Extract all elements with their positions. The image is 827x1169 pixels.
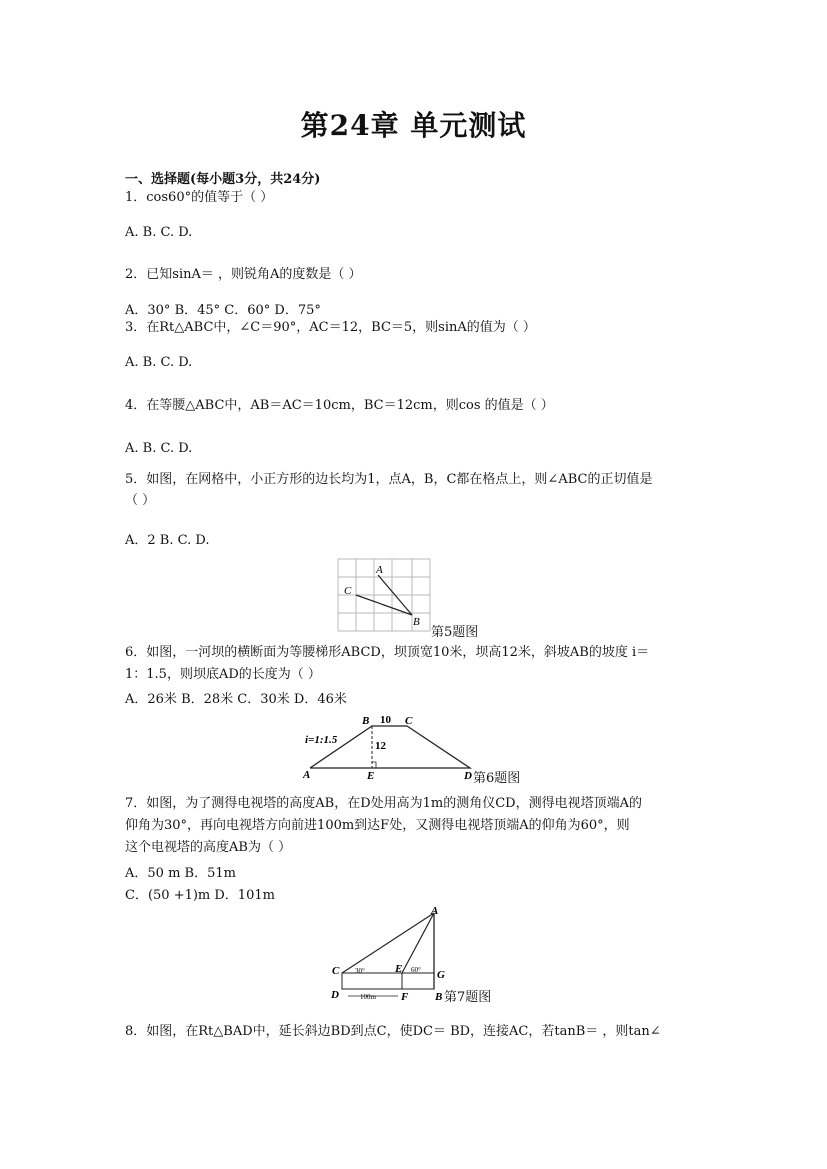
- point-d-label: D: [464, 770, 472, 782]
- top-width-label: 10: [380, 714, 391, 726]
- figure-6-caption: 第6题图: [473, 771, 521, 786]
- question-2-stem: 2．已知sinA＝ ，则锐角A的度数是（ ）: [125, 267, 362, 282]
- angle-30-label: 30°: [355, 967, 365, 975]
- point-e-label: E: [395, 963, 403, 975]
- right-angle-mark: [372, 762, 376, 768]
- section-heading: 一、选择题(每小题3分，共24分): [125, 172, 321, 187]
- point-b-label: B: [413, 616, 420, 628]
- point-e-label: E: [367, 770, 375, 782]
- point-b-label: B: [435, 991, 443, 1003]
- question-1-stem: 1．cos60°的值等于（ ）: [125, 190, 274, 205]
- trapezoid-abcd: [310, 726, 470, 768]
- distance-label: 100m: [360, 993, 376, 1001]
- question-2-options: A．30° B．45° C．60° D．75°: [125, 303, 321, 318]
- question-7-stem-line2: 仰角为30°，再向电视塔方向前进100m到达F处，又测得电视塔顶端A的仰角为60°，则: [125, 818, 630, 833]
- point-a-label: A: [431, 905, 439, 917]
- slope-label: i=1:1.5: [305, 734, 338, 746]
- sight-line-ea: [402, 913, 434, 973]
- height-label: 12: [375, 740, 386, 752]
- point-b-label: B: [362, 715, 370, 727]
- ground-rect: [342, 973, 434, 989]
- question-4-stem: 4．在等腰△ABC中，AB＝AC＝10cm，BC＝12cm，则cos 的值是（ ）: [125, 398, 554, 413]
- question-3-stem: 3．在Rt△ABC中，∠C＝90°，AC＝12，BC＝5，则sinA的值为（ ）: [125, 320, 536, 335]
- question-6-stem-line2: 1：1.5，则坝底AD的长度为（ ）: [125, 667, 321, 682]
- figure-7-tower: [326, 903, 451, 1003]
- point-f-label: F: [401, 991, 409, 1003]
- sight-line-ca: [342, 913, 434, 973]
- point-c-label: C: [332, 965, 340, 977]
- point-a-label: A: [376, 564, 383, 576]
- figure-5-grid: [336, 558, 432, 632]
- question-7-stem-line3: 这个电视塔的高度AB为（ ）: [125, 840, 292, 855]
- point-c-label: C: [344, 585, 352, 597]
- point-g-label: G: [437, 969, 445, 981]
- page-title: 第24章 单元测试: [300, 109, 527, 142]
- figure-7-caption: 第7题图: [444, 990, 492, 1005]
- question-4-options: A. B. C. D.: [125, 441, 193, 456]
- point-d-label: D: [331, 989, 339, 1001]
- figure-5-caption: 第5题图: [431, 625, 479, 640]
- figure-6-dam: [300, 712, 480, 782]
- question-6-stem-line1: 6．如图，一河坝的横断面为等腰梯形ABCD，坝顶宽10米，坝高12米，斜坡AB的坡度 i＝: [125, 645, 650, 660]
- question-5-stem-line1: 5．如图，在网格中，小正方形的边长均为1，点A，B，C都在格点上，则∠ABC的正切值是: [125, 472, 653, 487]
- point-a-label: A: [303, 769, 311, 781]
- point-c-label: C: [405, 715, 413, 727]
- question-6-options: A．26米 B．28米 C．30米 D．46米: [125, 692, 347, 707]
- question-1-options: A. B. C. D.: [125, 225, 193, 240]
- question-7-options-line2: C．(50 +1)m D．101m: [125, 888, 275, 903]
- question-3-options: A. B. C. D.: [125, 355, 193, 370]
- question-8-stem: 8．如图，在Rt△BAD中，延长斜边BD到点C，使DC＝ BD，连接AC，若tanB＝ ，则tan∠: [125, 1024, 661, 1039]
- question-7-stem-line1: 7．如图，为了测得电视塔的高度AB，在D处用高为1m的测角仪CD，测得电视塔顶端A的: [125, 796, 642, 811]
- angle-60-label: 60°: [411, 966, 421, 974]
- question-5-options: A．2 B. C. D.: [125, 533, 210, 548]
- question-5-stem-line2: （ ）: [125, 493, 156, 508]
- question-7-options-line1: A．50 m B．51m: [125, 866, 236, 881]
